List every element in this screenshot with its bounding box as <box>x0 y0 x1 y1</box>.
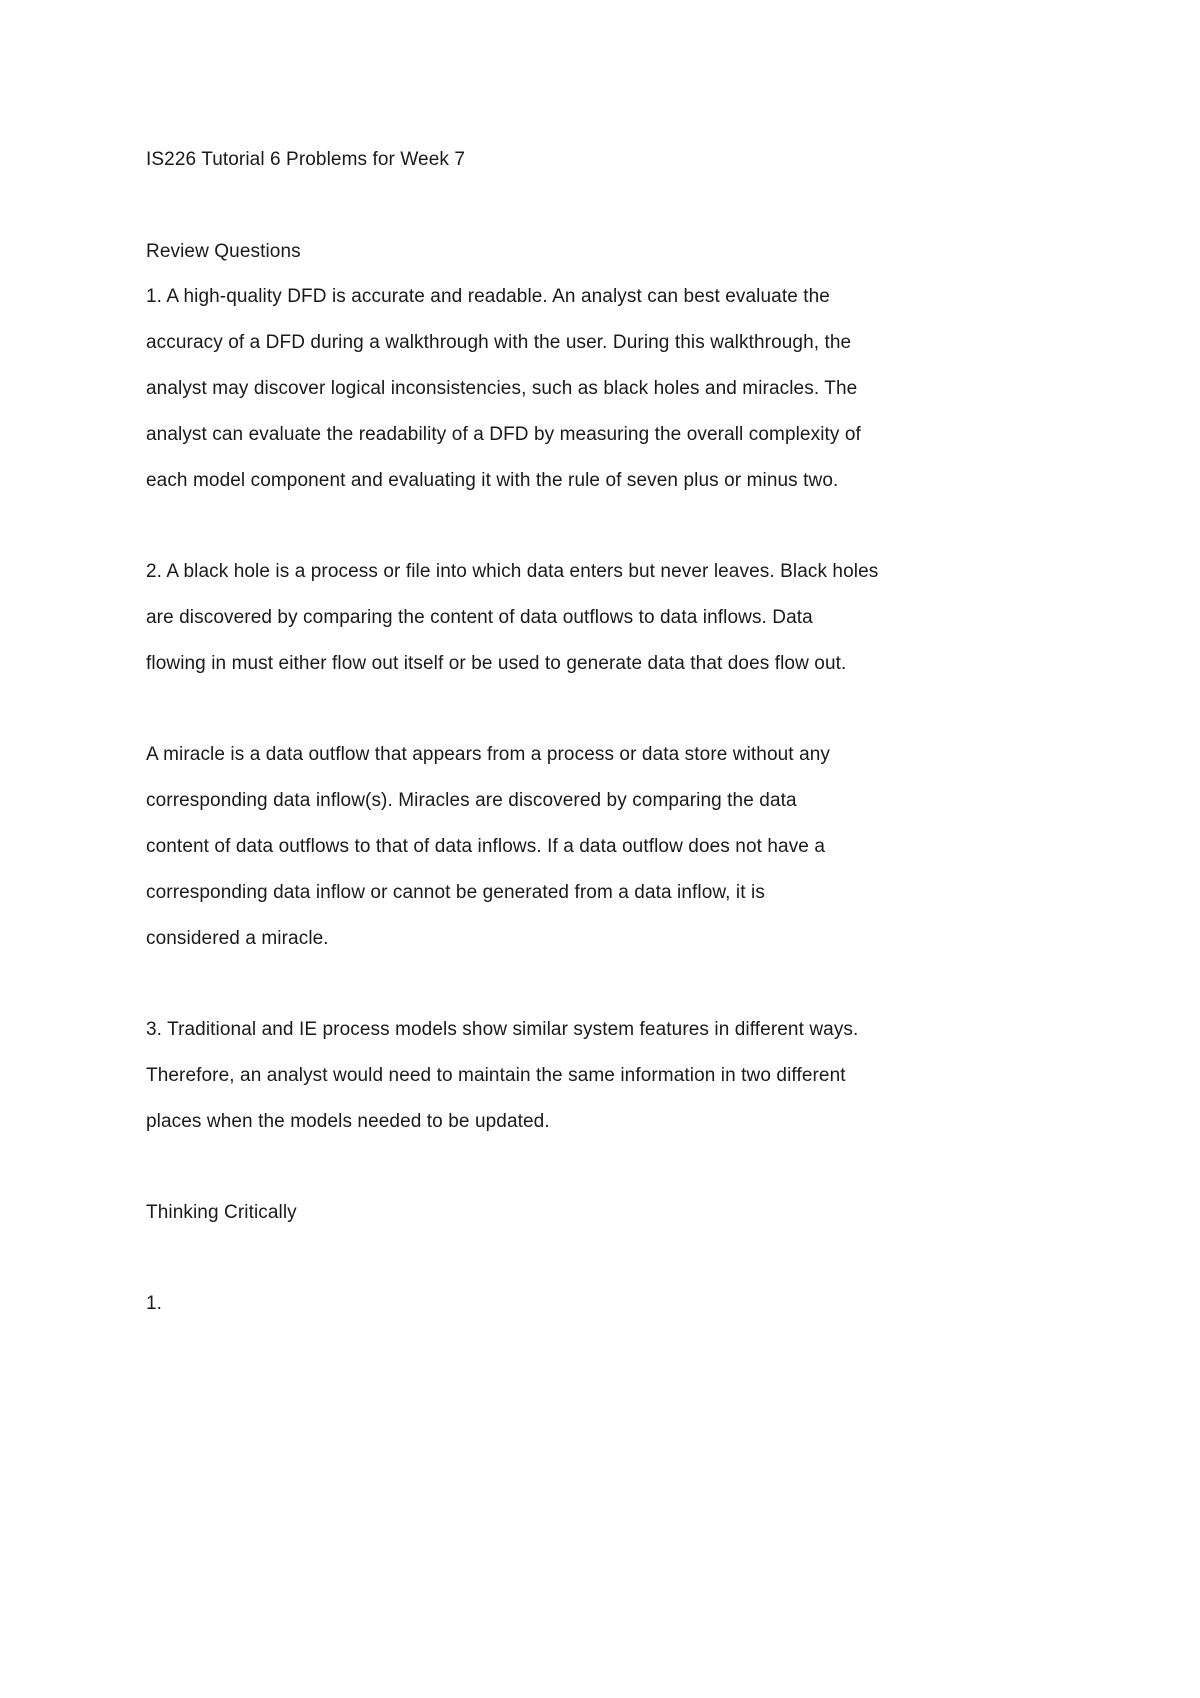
q2-line: 2. A black hole is a process or file into which data enters but never leaves. Black holes <box>146 561 879 582</box>
q2-line: are discovered by comparing the content of data outflows to data inflows. Data <box>146 607 813 628</box>
miracle-line: content of data outflows to that of data inflows. If a data outflow does not have a <box>146 836 826 857</box>
thinking-item-1: 1. <box>146 1293 163 1314</box>
q3-line: places when the models needed to be updated. <box>146 1111 550 1132</box>
q1-line: accuracy of a DFD during a walkthrough with the user. During this walkthrough, the <box>146 332 852 353</box>
q1-line: 1. A high-quality DFD is accurate and readable. An analyst can best evaluate the <box>146 286 830 307</box>
q2-line: flowing in must either flow out itself or be used to generate data that does flow out. <box>146 653 847 674</box>
q1-line: analyst can evaluate the readability of a DFD by measuring the overall complexity of <box>146 424 861 445</box>
section-heading-review: Review Questions <box>146 241 301 262</box>
document-title: IS226 Tutorial 6 Problems for Week 7 <box>146 149 466 170</box>
q3-line: Therefore, an analyst would need to maintain the same information in two different <box>146 1065 846 1086</box>
miracle-line: A miracle is a data outflow that appears from a process or data store without any <box>146 744 831 765</box>
miracle-line: considered a miracle. <box>146 928 329 949</box>
q1-line: analyst may discover logical inconsistencies, such as black holes and miracles. The <box>146 378 858 399</box>
miracle-line: corresponding data inflow(s). Miracles are discovered by comparing the data <box>146 790 797 811</box>
section-heading-thinking: Thinking Critically <box>146 1202 297 1223</box>
miracle-line: corresponding data inflow or cannot be generated from a data inflow, it is <box>146 882 765 903</box>
q1-line: each model component and evaluating it with the rule of seven plus or minus two. <box>146 470 839 491</box>
q3-line: 3. Traditional and IE process models show similar system features in different ways. <box>146 1019 859 1040</box>
